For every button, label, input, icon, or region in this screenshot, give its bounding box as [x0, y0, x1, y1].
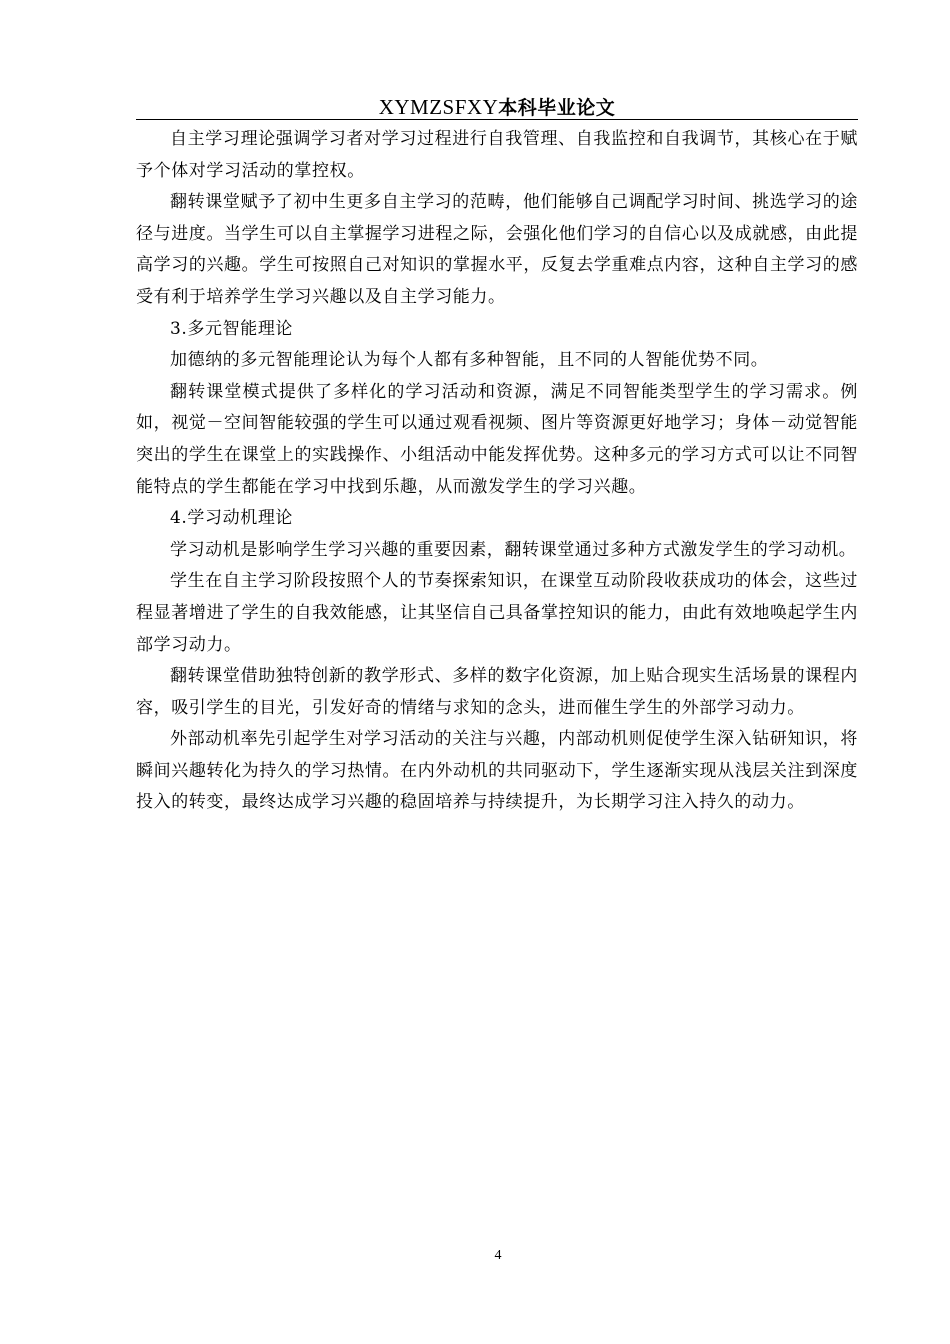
page-number: 4: [494, 1248, 502, 1263]
paragraph: 自主学习理论强调学习者对学习过程进行自我管理、自我监控和自我调节，其核心在于赋予个体对学习活动的掌控权。: [136, 129, 858, 181]
paragraph: 翻转课堂赋予了初中生更多自主学习的范畴，他们能够自己调配学习时间、挑选学习的途径与进度。当学生可以自主掌握学习进程之际，会强化他们学习的自信心以及成就感，由此提高学习的兴趣。学生可按照自己对知识的掌握水平，反复去学重难点内容，这种自主学习的感受有利于培养学生学习兴趣以及自主学习能力。: [136, 192, 858, 307]
paragraph: 翻转课堂借助独特创新的教学形式、多样的数字化资源，加上贴合现实生活场景的课程内容，吸引学生的目光，引发好奇的情绪与求知的念头，进而催生学生的外部学习动力。: [136, 666, 858, 718]
paragraph: 加德纳的多元智能理论认为每个人都有多种智能，且不同的人智能优势不同。: [170, 350, 769, 371]
section-heading: 4.学习动机理论: [170, 508, 294, 529]
header-code: XYMZSFXY: [378, 95, 499, 119]
paragraph: 学习动机是影响学生学习兴趣的重要因素，翻转课堂通过多种方式激发学生的学习动机。: [170, 539, 857, 560]
body-text: [136, 124, 858, 819]
running-header: [136, 93, 858, 122]
header-title: 本科毕业论文: [498, 97, 616, 119]
paragraph: 翻转课堂模式提供了多样化的学习活动和资源，满足不同智能类型学生的学习需求。例如，视觉－空间智能较强的学生可以通过观看视频、图片等资源更好地学习；身体－动觉智能突出的学生在课堂上的实践操作、小组活动中能发挥优势。这种多元的学习方式可以让不同智能特点的学生都能在学习中找到乐趣，从而激发学生的学习兴趣。: [136, 381, 858, 497]
paragraph: 学生在自主学习阶段按照个人的节奏探索知识，在课堂互动阶段收获成功的体会，这些过程显著增进了学生的自我效能感，让其坚信自己具备掌控知识的能力，由此有效地唤起学生内部学习动力。: [136, 571, 858, 655]
header-rule: [136, 119, 858, 120]
paragraph: 外部动机率先引起学生对学习活动的关注与兴趣，内部动机则促使学生深入钻研知识，将瞬间兴趣转化为持久的学习热情。在内外动机的共同驱动下，学生逐渐实现从浅层关注到深度投入的转变，最终达成学习兴趣的稳固培养与持续提升，为长期学习注入持久的动力。: [136, 729, 858, 813]
section-heading: 3.多元智能理论: [170, 318, 294, 339]
